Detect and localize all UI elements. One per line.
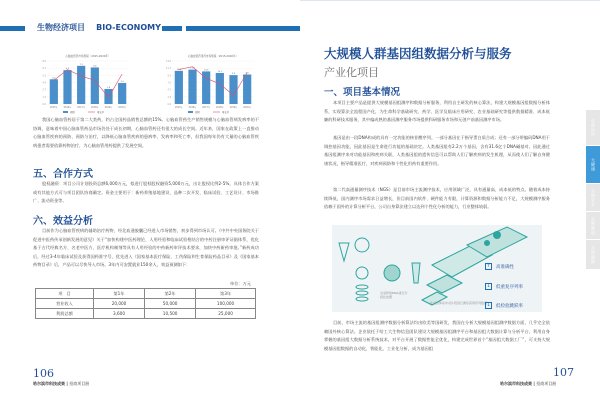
page-divider xyxy=(300,0,600,1)
data-label: 4.6 xyxy=(52,77,56,80)
bar xyxy=(243,72,251,104)
x-tick-label: 2018年 xyxy=(215,106,224,109)
paragraph: 基因是由一段DNA构成的具有一定功能的核苷酸序列。一部分基因在于指导蛋白质合成；还有一部分带编码DNA用于调控基因功能，因此基因是生命进行功能的基础决定。人类基因组有2.2万个基因，含有31.6亿个DNA碱基对。因此通过基因组测序来对功能基因和疾病关联，人类基因组的遗传信息可以帮助人们了解疾病的发生机理，从而使人们了解自身健康状况，指导精准医疗，对疾病预防和个性化用药有重要作用。 xyxy=(324,135,550,166)
bar xyxy=(104,86,112,104)
x-tick-label: 2017年 xyxy=(77,106,86,109)
bar xyxy=(50,79,58,104)
section-heading: 六、效益分析 xyxy=(33,216,93,227)
page-title: 大规模人群基因组数据分析与服务 xyxy=(324,46,512,61)
x-tick-label: 2018年 xyxy=(90,106,99,109)
y-tick-label: 8.0 xyxy=(42,60,46,63)
arrow-up-icon: ↑ xyxy=(486,263,491,269)
chart-title: 心脑血管药用药市场规模（2015-2020年） xyxy=(187,55,239,58)
legend-label: 增长率 xyxy=(97,111,105,114)
data-label: 7.1 xyxy=(79,63,83,66)
bar xyxy=(63,70,71,104)
data-label: 2.8 xyxy=(106,86,111,89)
feature-low-skip: ↓ 低检验跳跃率 xyxy=(486,302,523,309)
header-bar xyxy=(186,26,300,31)
legend-swatch xyxy=(63,111,68,113)
y-tick-label: 4.0 xyxy=(42,81,46,85)
x-tick-label: 2020年 xyxy=(118,106,127,109)
legend-label: 规模 xyxy=(195,111,200,114)
chart-drug-market-size xyxy=(158,52,268,118)
figure-caption: 在反应体系中对片段进行测序获得序列数据 xyxy=(430,301,488,305)
x-tick-label: 2019年 xyxy=(104,106,113,109)
bar xyxy=(229,75,237,104)
bar xyxy=(91,67,99,104)
table-cell: 20,000 xyxy=(93,299,144,309)
forecast-table xyxy=(35,288,256,319)
legend-label: 增长率 xyxy=(222,111,230,114)
side-tab[interactable] xyxy=(586,110,600,146)
data-label: 6.3 xyxy=(65,68,70,71)
y-tick-label: 2.3 xyxy=(167,95,171,99)
side-tab[interactable] xyxy=(586,212,600,240)
side-tab-label: 生物医药 xyxy=(591,118,596,137)
x-tick-label: 2016年 xyxy=(188,106,197,109)
bar xyxy=(118,83,126,104)
page-number: 106 xyxy=(33,367,54,380)
table-cell: 利润总额 xyxy=(36,309,94,319)
feature-low-duplicate: ↓ 低重复序列率 xyxy=(486,283,523,290)
chart-market-size xyxy=(33,52,143,118)
page-number: 107 xyxy=(553,366,574,379)
x-tick-label: 2017年 xyxy=(202,106,211,109)
x-tick-label: 2016年 xyxy=(63,106,72,109)
header-bar xyxy=(0,26,25,31)
side-tab-label: 生物能源 xyxy=(591,245,596,264)
side-tab-active[interactable] xyxy=(586,146,600,184)
bar xyxy=(175,68,183,104)
footer: 哈尔滨市科技成果 | 招商项目册 xyxy=(500,381,557,386)
side-tab[interactable] xyxy=(586,240,600,270)
table-row xyxy=(36,309,256,319)
paragraph: 本项目主要产品是提供大规模基因组测序和数据分析服务，利用自主研发的核心算法，构建大规模基因组数据分析体系，实现算法全流程国产化，为生命科学基础研究、药学、医学及临床应用研究、农业基础研究等提供数据精准、成本低廉的科研技术服务，其中偏成熟的基因测序服务市场提供科研服务市场和无创产前基因测序市场。 xyxy=(324,100,550,123)
header-bar xyxy=(162,26,182,31)
page-subtitle: 产业化项目 xyxy=(324,66,379,79)
table-cell: 营业收入 xyxy=(36,299,94,309)
data-label: 10.6 xyxy=(203,69,209,72)
table-header: 第2年 xyxy=(145,289,196,299)
table-cell: 50,000 xyxy=(145,299,196,309)
header-title-en: BIO-ECONOMY xyxy=(96,23,161,32)
table-header: 第1年 xyxy=(93,289,144,299)
y-tick-label: 0.0 xyxy=(42,103,46,106)
y-tick-label: 0.0 xyxy=(167,103,171,106)
data-label: 6.8 xyxy=(93,65,97,68)
data-label: 3.9 xyxy=(120,81,124,84)
data-label: 9.6 xyxy=(245,72,249,75)
bar xyxy=(202,71,210,104)
table-cell: 3,600 xyxy=(93,309,144,319)
side-tab-label: 生物农业 xyxy=(591,188,596,207)
x-tick-label: 2015年 xyxy=(174,106,183,109)
x-tick-label: 2020年 xyxy=(243,106,252,109)
paragraph: 目前，市场主流的基因组测序数据分析算法均由欧美等国研发，我国在分析大规模基因组测序数据方面，几乎完全依赖国外核心算法。企业依托于哈工大生物信息团队建设大规模基因组测序平台和基因组大数据计算与分析平台，利用自身掌握的基因组大数据分析系统技术，对平台开展了数据性能全优化，构建完成世界首个“基因组大数据工厂”，可支持大规模基因组数据的自动化、智能化、工业化分析，成为基因组 xyxy=(324,320,550,351)
table-cell: 25,000 xyxy=(196,309,256,319)
bar xyxy=(188,67,196,104)
y-tick-label: 7.0 xyxy=(167,81,171,85)
x-tick-label: 2015年 xyxy=(49,106,58,109)
side-tab-label: 大健康 xyxy=(591,157,596,172)
paragraph: 股权融资：项目公司计划投资总额6,000万元，拟进行股权股权融资5,000万元，出让股权比例2-5%，具体合作方案或有其他方式可与项目团队协商确定。资金主要用于：新药养殖基地建设、品种二次开发、临床试验、工艺设计、市场推广、流动资金等。 xyxy=(33,181,259,204)
y-tick-label: 2.7 xyxy=(42,88,46,92)
y-tick-label: 6.7 xyxy=(42,67,46,71)
y-tick-label: 1.3 xyxy=(42,95,46,99)
chart-title: 心脑血管药市场规模（2015-2020年） xyxy=(65,55,111,58)
table-cell: 100,000 xyxy=(196,299,256,309)
section-heading: 五、合作方式 xyxy=(33,169,93,180)
paragraph: 第二代高通量测序技术（NGS）是目前市场主流测序技术，应用领域广泛，具有通量高、成本低的特点。随着成本持续降低，国内测序市场需求日益增长，但目前国内软件、硬件能力有限，计算资源和数据分析能力不足，大规模测序服务依赖于国外的计算分析平台，公司自身算法建立以达到个性化分析的能力，行业整体较弱。 xyxy=(324,187,550,210)
table-header: 项 目 xyxy=(36,289,94,299)
side-tab[interactable] xyxy=(586,184,600,212)
section-header xyxy=(37,22,161,33)
paragraph: 目前作为心脑血管疾病的辅助治疗药物，经北血通胶囊已经进入市场销售，初步得到市场认可。《中共中央国务院关于促进中医药传承创新发展的意见》关于“加快构建中医药理论、人用经验和临床试验相结合的中药注册审评证据体系，优化基于古代经典名方、名老中医方、医疗机构制剂等具有人用经验的中药新药审评技术要求，加快中药新药审批。”新药成功后，经过3-4年临床试验及获得国药准字号，优先进入《国家基本医疗保险、工伤保险和生育保险药品目录》及《国家基本药物目录》后，产品可以尽快导入市场。3年内可安置就业150余人，效益预测如下： xyxy=(33,228,259,268)
table-header: 第3年 xyxy=(196,289,256,299)
y-tick-label: 11.7 xyxy=(166,67,171,71)
footer: 哈尔滨市科技成果 | 招商项目册 xyxy=(33,381,90,386)
bar xyxy=(77,63,85,104)
data-label: 10.8 xyxy=(176,68,182,71)
data-label: 11.2 xyxy=(190,67,195,70)
feature-high-accuracy: ↑ 高准确性 xyxy=(486,263,514,270)
legend-swatch xyxy=(188,111,193,113)
y-tick-label: 4.7 xyxy=(167,88,171,92)
data-label: 9.4 xyxy=(231,73,236,76)
bar xyxy=(216,70,224,104)
table-cell: 10,500 xyxy=(145,309,196,319)
data-label: 10.1 xyxy=(217,70,223,73)
y-tick-label: 5.3 xyxy=(42,74,46,78)
table-header-row xyxy=(36,289,256,299)
legend-label: 规模 xyxy=(70,111,75,114)
table-row xyxy=(36,299,256,309)
arrow-down-icon: ↓ xyxy=(486,302,491,308)
x-tick-label: 2019年 xyxy=(229,106,238,109)
y-tick-label: 14.0 xyxy=(166,60,171,63)
section-heading: 一、项目基本情况 xyxy=(324,87,401,98)
arrow-down-icon: ↓ xyxy=(486,283,491,289)
unit-label: 单位：万元 xyxy=(230,281,251,286)
paragraph: 我国心脑血管药居于第二大类药，约占全国药品销售总额的15%。心脑血管药生产销售规模与心脑血管病发病率的不协调，意味着中国心脑血管药品市场仍处于成长初期，心脑血管药还有很大的成长空间。近年来，国家在政策上一直推动心脑血管疾病的预防、预防与治疗，以降低心脑血管疾病的患病率、发病率和死亡率，但我国每年仍有大量的心脑血管疾病患者需要依靠药物治疗，为心脑血管用药提供了发展空间。 xyxy=(33,117,259,148)
side-tab-label: 生物制造 xyxy=(591,216,596,235)
y-tick-label: 9.3 xyxy=(167,74,171,78)
figure-caption: 对采样的DNA进行片段化处理 xyxy=(380,291,408,299)
header-title: 生物经济项目 xyxy=(37,23,85,32)
